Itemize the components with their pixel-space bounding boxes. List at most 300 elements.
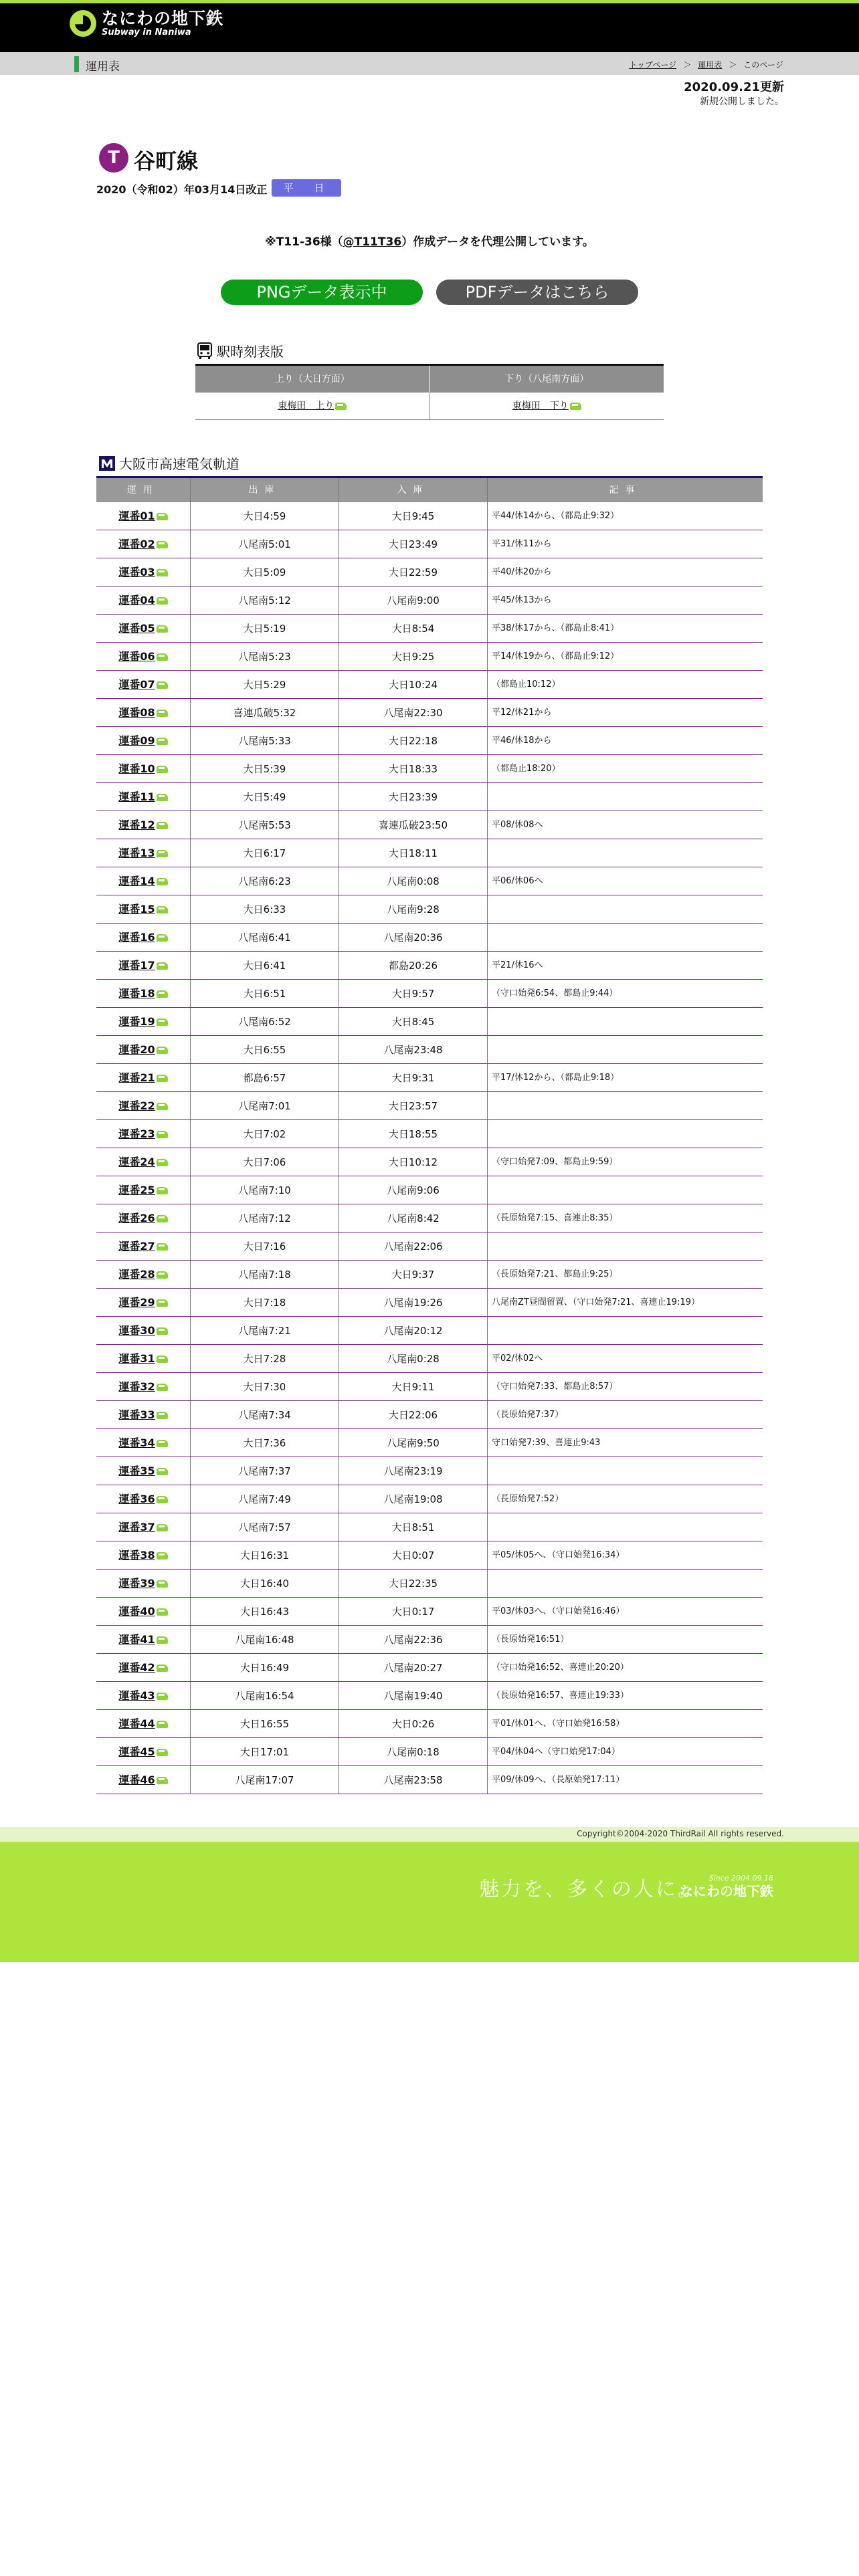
table-row <box>96 980 763 1008</box>
operation-id-link[interactable]: 運番03 <box>96 558 190 586</box>
train-icon <box>157 1412 168 1419</box>
table-row <box>96 558 763 586</box>
note-cell: 平44/休14から、（都島止9:32） <box>487 502 763 530</box>
operation-id-link[interactable]: 運番35 <box>96 1457 190 1485</box>
depart-cell: 八尾南5:01 <box>190 530 339 558</box>
arrive-cell: 大日10:12 <box>339 1148 487 1176</box>
train-icon <box>157 1777 168 1784</box>
train-icon <box>157 934 168 942</box>
table-row <box>96 1626 763 1654</box>
train-icon <box>157 1131 168 1138</box>
operation-id-link[interactable]: 運番37 <box>96 1513 190 1541</box>
depart-cell: 八尾南5:33 <box>190 727 339 754</box>
note-cell: 八尾南ZT昼間留置、（守口始発7:21、喜連止19:19） <box>487 1289 763 1316</box>
operation-id-link[interactable]: 運番45 <box>96 1738 190 1765</box>
table-row <box>96 895 763 924</box>
note-cell: （守口始発7:33、都島止8:57） <box>487 1373 763 1400</box>
arrive-cell: 都島20:26 <box>339 952 487 979</box>
table-row <box>96 699 763 727</box>
note-cell <box>487 895 763 923</box>
arrive-cell: 八尾南19:40 <box>339 1682 487 1709</box>
operation-id-link[interactable]: 運番06 <box>96 643 190 670</box>
train-icon <box>157 1327 168 1335</box>
arrive-cell: 大日0:07 <box>339 1541 487 1569</box>
train-icon <box>157 569 168 576</box>
site-logo[interactable] <box>70 9 223 37</box>
arrive-cell: 大日23:57 <box>339 1092 487 1119</box>
note-cell: 守口始発7:39、喜連止9:43 <box>487 1429 763 1457</box>
depart-cell: 八尾南7:49 <box>190 1485 339 1513</box>
arrive-cell: 大日22:06 <box>339 1401 487 1428</box>
train-icon <box>157 1636 168 1644</box>
arrive-cell: 八尾南0:08 <box>339 867 487 895</box>
note-cell: （都島止10:12） <box>487 671 763 698</box>
note-cell: （守口始発6:54、都島止9:44） <box>487 980 763 1007</box>
header-arrive: 入庫 <box>339 478 487 502</box>
arrive-cell: 八尾南22:06 <box>339 1232 487 1260</box>
depart-cell: 八尾南6:23 <box>190 867 339 895</box>
arrive-cell: 大日9:57 <box>339 980 487 1007</box>
train-icon <box>157 1693 168 1700</box>
operation-id-link[interactable]: 運番27 <box>96 1232 190 1260</box>
note-cell <box>487 1036 763 1063</box>
operation-id-link[interactable]: 運番33 <box>96 1401 190 1428</box>
depart-cell: 大日17:01 <box>190 1738 339 1765</box>
train-icon <box>157 541 168 548</box>
note-cell <box>487 1570 763 1597</box>
train-icon <box>157 1103 168 1110</box>
note-cell: （長原始発7:15、喜連止8:35） <box>487 1204 763 1232</box>
operation-id-link[interactable]: 運番15 <box>96 895 190 923</box>
depart-cell: 大日5:19 <box>190 615 339 642</box>
operation-id-link[interactable]: 運番29 <box>96 1289 190 1316</box>
depart-cell: 大日7:18 <box>190 1289 339 1316</box>
table-row <box>96 1401 763 1429</box>
table-row <box>96 1008 763 1036</box>
depart-cell: 八尾南5:12 <box>190 586 339 614</box>
arrive-cell: 八尾南22:30 <box>339 699 487 726</box>
train-icon <box>157 1075 168 1082</box>
metro-logo-icon <box>99 455 115 472</box>
arrive-cell: 八尾南23:48 <box>339 1036 487 1063</box>
operation-id-link[interactable]: 運番34 <box>96 1429 190 1457</box>
arrive-cell: 大日22:59 <box>339 558 487 586</box>
table-row <box>96 1232 763 1261</box>
operation-id-link[interactable]: 運番19 <box>96 1008 190 1035</box>
operations-heading: 大阪市高速電気軌道 <box>99 453 240 473</box>
train-icon <box>157 850 168 857</box>
train-icon <box>157 1608 168 1616</box>
logo-text-jp: なにわの地下鉄 <box>102 9 224 28</box>
station-timetable-row <box>195 393 664 420</box>
note-cell <box>487 1008 763 1035</box>
table-row <box>96 867 763 895</box>
train-icon <box>157 625 168 633</box>
operation-id-link[interactable]: 運番38 <box>96 1541 190 1569</box>
depart-cell: 大日4:59 <box>190 502 339 530</box>
table-row <box>96 1120 763 1148</box>
note-cell: 平09/休09へ、（長原始発17:11） <box>487 1766 763 1794</box>
note-cell <box>487 1317 763 1344</box>
depart-cell: 八尾南7:57 <box>190 1513 339 1541</box>
table-row <box>96 1345 763 1373</box>
note-cell <box>487 839 763 867</box>
footer-since: Since 2004.09.18 <box>708 1874 773 1883</box>
note-cell: （長原始発7:52） <box>487 1485 763 1513</box>
operation-id-link[interactable]: 運番10 <box>96 755 190 782</box>
operation-id-link[interactable]: 運番32 <box>96 1373 190 1400</box>
train-icon <box>157 906 168 914</box>
table-row <box>96 839 763 867</box>
depart-cell: 大日7:36 <box>190 1429 339 1457</box>
operation-id-link[interactable]: 運番21 <box>96 1064 190 1091</box>
arrive-cell: 大日9:31 <box>339 1064 487 1091</box>
depart-cell: 大日7:28 <box>190 1345 339 1372</box>
breadcrumb-current: このページ <box>743 60 783 70</box>
page-title: 運用表 <box>86 60 120 74</box>
depart-cell: 八尾南7:01 <box>190 1092 339 1119</box>
table-row <box>96 924 763 952</box>
table-row <box>96 1176 763 1204</box>
table-row <box>96 1766 763 1794</box>
train-icon <box>157 794 168 801</box>
note-cell: 平40/休20から <box>487 558 763 586</box>
note-cell: （長原始発16:57、喜連止19:33） <box>487 1682 763 1709</box>
depart-cell: 大日6:41 <box>190 952 339 979</box>
operation-id-link[interactable]: 運番05 <box>96 615 190 642</box>
table-row <box>96 1036 763 1064</box>
logo-text-en: Subway in Naniwa <box>102 27 191 37</box>
breadcrumb-top-link[interactable]: トップページ <box>629 60 677 70</box>
station-timetable-table <box>195 364 664 420</box>
train-icon <box>157 1524 168 1531</box>
operation-id-link[interactable]: 運番22 <box>96 1092 190 1119</box>
operation-id-link[interactable]: 運番04 <box>96 586 190 614</box>
arrive-cell: 大日10:24 <box>339 671 487 698</box>
table-row <box>96 1541 763 1570</box>
arrive-cell: 八尾南19:08 <box>339 1485 487 1513</box>
train-icon <box>157 1749 168 1756</box>
train-icon <box>157 1440 168 1447</box>
footer-logo: なにわの地下鉄 <box>680 1883 773 1899</box>
arrive-cell: 八尾南20:27 <box>339 1654 487 1681</box>
depart-cell: 八尾南5:23 <box>190 643 339 670</box>
operation-id-link[interactable]: 運番17 <box>96 952 190 979</box>
bus-icon <box>197 342 213 360</box>
depart-cell: 都島6:57 <box>190 1064 339 1091</box>
train-icon <box>157 653 168 661</box>
table-row <box>96 1710 763 1738</box>
train-icon <box>157 681 168 689</box>
arrive-cell: 八尾南23:19 <box>339 1457 487 1485</box>
operation-id-link[interactable]: 運番09 <box>96 727 190 754</box>
depart-cell: 大日5:39 <box>190 755 339 782</box>
arrive-cell: 八尾南9:00 <box>339 586 487 614</box>
operation-id-link[interactable]: 運番28 <box>96 1261 190 1288</box>
operation-id-link[interactable]: 運番12 <box>96 811 190 839</box>
depart-cell: 大日16:49 <box>190 1654 339 1681</box>
operation-id-link[interactable]: 運番23 <box>96 1120 190 1148</box>
operation-id-link[interactable]: 運番25 <box>96 1176 190 1204</box>
table-row <box>96 1598 763 1626</box>
author-link[interactable]: @T11T36 <box>343 235 402 249</box>
operation-id-link[interactable]: 運番30 <box>96 1317 190 1344</box>
update-note: 新規公開しました。 <box>700 96 784 107</box>
note-cell <box>487 924 763 951</box>
depart-cell: 八尾南7:21 <box>190 1317 339 1344</box>
table-row <box>96 615 763 643</box>
note-cell: 平08/休08へ <box>487 811 763 839</box>
note-cell: 平12/休21から <box>487 699 763 726</box>
depart-cell: 八尾南7:34 <box>190 1401 339 1428</box>
update-date: 2020.09.21更新 <box>684 80 784 94</box>
note-cell: 平31/休11から <box>487 530 763 558</box>
train-icon <box>157 513 168 520</box>
train-icon <box>157 878 168 885</box>
table-row <box>96 1317 763 1345</box>
train-icon <box>157 1356 168 1363</box>
arrive-cell: 大日8:45 <box>339 1008 487 1035</box>
note-cell <box>487 1457 763 1485</box>
note-cell: 平01/休01へ、（守口始発16:58） <box>487 1710 763 1737</box>
depart-cell: 八尾南7:12 <box>190 1204 339 1232</box>
table-row <box>96 1289 763 1317</box>
table-row <box>96 1485 763 1513</box>
arrive-cell: 八尾南9:06 <box>339 1176 487 1204</box>
arrive-cell: 八尾南20:12 <box>339 1317 487 1344</box>
train-icon <box>157 1159 168 1166</box>
arrive-cell: 大日18:33 <box>339 755 487 782</box>
arrive-cell: 八尾南8:42 <box>339 1204 487 1232</box>
depart-cell: 八尾南7:18 <box>190 1261 339 1288</box>
note-cell <box>487 783 763 811</box>
arrive-cell: 大日9:25 <box>339 643 487 670</box>
note-cell: （守口始発7:09、都島止9:59） <box>487 1148 763 1176</box>
depart-cell: 大日6:33 <box>190 895 339 923</box>
table-row <box>96 952 763 980</box>
train-icon <box>335 403 347 410</box>
depart-cell: 大日16:55 <box>190 1710 339 1737</box>
arrive-cell: 大日23:49 <box>339 530 487 558</box>
arrive-cell: 大日9:37 <box>339 1261 487 1288</box>
depart-cell: 大日16:40 <box>190 1570 339 1597</box>
depart-cell: 八尾南5:53 <box>190 811 339 839</box>
operation-id-link[interactable]: 運番42 <box>96 1654 190 1681</box>
breadcrumb-separator: ＞ <box>683 60 692 70</box>
train-icon <box>157 738 168 745</box>
breadcrumb-accent <box>74 56 79 72</box>
train-icon <box>157 1271 168 1279</box>
header-operation: 運用 <box>127 485 159 496</box>
table-row <box>96 643 763 671</box>
breadcrumb-operation-link[interactable]: 運用表 <box>698 60 723 70</box>
note-cell: 平02/休02へ <box>487 1345 763 1372</box>
table-row <box>96 1682 763 1710</box>
header-depart: 出庫 <box>190 478 339 502</box>
depart-cell: 八尾南7:10 <box>190 1176 339 1204</box>
note-cell: 平46/休18から <box>487 727 763 754</box>
note-cell: （長原始発16:51） <box>487 1626 763 1653</box>
operation-id-link[interactable]: 運番13 <box>96 839 190 867</box>
note-cell: 平14/休19から、（都島止9:12） <box>487 643 763 670</box>
note-cell: 平17/休12から、（都島止9:18） <box>487 1064 763 1091</box>
operation-id-link[interactable]: 運番36 <box>96 1485 190 1513</box>
train-icon <box>157 990 168 998</box>
depart-cell: 八尾南6:52 <box>190 1008 339 1035</box>
table-row <box>96 586 763 615</box>
header-note: 記事 <box>487 478 763 502</box>
operation-id-link[interactable]: 運番08 <box>96 699 190 726</box>
train-icon <box>157 1384 168 1391</box>
operation-id-link[interactable]: 運番18 <box>96 980 190 1007</box>
header-down: 下り（八尾南方面） <box>430 366 664 393</box>
arrive-cell: 八尾南9:28 <box>339 895 487 923</box>
arrive-cell: 喜連瓜破23:50 <box>339 811 487 839</box>
arrive-cell: 大日18:55 <box>339 1120 487 1148</box>
table-row <box>96 1429 763 1457</box>
arrive-cell: 八尾南19:26 <box>339 1289 487 1316</box>
arrive-cell: 八尾南0:28 <box>339 1345 487 1372</box>
operation-id-link[interactable]: 運番40 <box>96 1598 190 1625</box>
operation-id-link[interactable]: 運番01 <box>96 502 190 530</box>
train-icon <box>157 766 168 773</box>
depart-cell: 八尾南7:37 <box>190 1457 339 1485</box>
note-cell: （都島止18:20） <box>487 755 763 782</box>
arrive-cell: 八尾南20:36 <box>339 924 487 951</box>
operation-id-link[interactable]: 運番39 <box>96 1570 190 1597</box>
depart-cell: 大日16:31 <box>190 1541 339 1569</box>
table-row <box>96 1457 763 1485</box>
table-row <box>96 1092 763 1120</box>
arrive-cell: 八尾南23:58 <box>339 1766 487 1794</box>
operation-id-link[interactable]: 運番20 <box>96 1036 190 1063</box>
note-cell <box>487 1120 763 1148</box>
depart-cell: 八尾南6:41 <box>190 924 339 951</box>
depart-cell: 大日6:17 <box>190 839 339 867</box>
depart-cell: 大日7:16 <box>190 1232 339 1260</box>
train-icon <box>157 1047 168 1054</box>
header-up: 上り（大日方面） <box>274 374 350 385</box>
note-cell: 平04/休04へ（守口始発17:04） <box>487 1738 763 1765</box>
depart-cell: 大日5:09 <box>190 558 339 586</box>
table-row <box>96 1148 763 1176</box>
logo-icon <box>70 10 96 37</box>
arrive-cell: 大日9:11 <box>339 1373 487 1400</box>
depart-cell: 大日7:30 <box>190 1373 339 1400</box>
train-icon <box>570 403 581 410</box>
table-row <box>96 1261 763 1289</box>
timetable-link-down[interactable]: 東梅田 下り <box>430 393 664 419</box>
pdf-data-button[interactable]: PDFデータはこちら <box>436 280 638 305</box>
operation-id-link[interactable]: 運番16 <box>96 924 190 951</box>
train-icon <box>157 1215 168 1222</box>
operation-id-link[interactable]: 運番14 <box>96 867 190 895</box>
operation-id-link[interactable]: 運番07 <box>96 671 190 698</box>
operation-id-link[interactable]: 運番26 <box>96 1204 190 1232</box>
table-row <box>96 1064 763 1092</box>
operation-id-link[interactable]: 運番24 <box>96 1148 190 1176</box>
note-cell <box>487 1232 763 1260</box>
arrive-cell: 大日23:39 <box>339 783 487 811</box>
operation-id-link[interactable]: 運番31 <box>96 1345 190 1372</box>
arrive-cell: 八尾南22:36 <box>339 1626 487 1653</box>
breadcrumb <box>629 59 783 70</box>
operations-table <box>96 476 763 1794</box>
line-symbol-badge: T <box>99 143 128 173</box>
timetable-link-up[interactable]: 東梅田 上り <box>195 393 430 419</box>
table-row <box>96 1570 763 1598</box>
note-cell: 平45/休13から <box>487 586 763 614</box>
note-cell: 平21/休16へ <box>487 952 763 979</box>
operation-id-link[interactable]: 運番02 <box>96 530 190 558</box>
arrive-cell: 大日8:54 <box>339 615 487 642</box>
revision-date: 2020（令和02）年03月14日改正 <box>96 183 268 196</box>
png-data-button[interactable]: PNGデータ表示中 <box>221 280 423 305</box>
train-icon <box>157 962 168 970</box>
table-row <box>96 671 763 699</box>
operation-id-link[interactable]: 運番46 <box>96 1766 190 1794</box>
depart-cell: 大日6:55 <box>190 1036 339 1063</box>
arrive-cell: 大日0:17 <box>339 1598 487 1625</box>
operation-id-link[interactable]: 運番44 <box>96 1710 190 1737</box>
line-name: 谷町線 <box>134 148 199 174</box>
depart-cell: 大日5:29 <box>190 671 339 698</box>
note-cell: （長原始発7:21、都島止9:25） <box>487 1261 763 1288</box>
note-cell: （長原始発7:37） <box>487 1401 763 1428</box>
operations-header-row <box>96 478 763 502</box>
day-type-badge: 平 日 <box>272 179 341 197</box>
site-footer <box>0 1842 859 1962</box>
arrive-cell: 大日22:18 <box>339 727 487 754</box>
table-row <box>96 502 763 530</box>
train-icon <box>157 1299 168 1307</box>
copyright-text: Copyright©2004-2020 ThirdRail All rights reserved. <box>577 1829 784 1838</box>
table-row <box>96 1738 763 1766</box>
note-cell: 平05/休05へ、（守口始発16:34） <box>487 1541 763 1569</box>
table-row <box>96 755 763 783</box>
arrive-cell: 大日18:11 <box>339 839 487 867</box>
depart-cell: 大日7:06 <box>190 1148 339 1176</box>
breadcrumb-separator: ＞ <box>729 60 737 70</box>
train-icon <box>157 1468 168 1475</box>
operation-id-link[interactable]: 運番43 <box>96 1682 190 1709</box>
train-icon <box>157 1580 168 1588</box>
arrive-cell: 八尾南0:18 <box>339 1738 487 1765</box>
arrive-cell: 大日8:51 <box>339 1513 487 1541</box>
note-cell: （守口始発16:52、喜連止20:20） <box>487 1654 763 1681</box>
table-row <box>96 1513 763 1541</box>
train-icon <box>157 710 168 717</box>
operation-id-link[interactable]: 運番11 <box>96 783 190 811</box>
note-cell: 平06/休06へ <box>487 867 763 895</box>
table-row <box>96 1373 763 1401</box>
train-icon <box>157 1721 168 1728</box>
table-row <box>96 811 763 839</box>
proxy-notice: ※T11-36様（@T11T36）作成データを代理公開しています。 <box>265 235 594 249</box>
depart-cell: 大日5:49 <box>190 783 339 811</box>
depart-cell: 大日6:51 <box>190 980 339 1007</box>
depart-cell: 八尾南17:07 <box>190 1766 339 1794</box>
train-icon <box>157 1665 168 1672</box>
arrive-cell: 大日22:35 <box>339 1570 487 1597</box>
train-icon <box>157 1018 168 1026</box>
train-icon <box>157 1496 168 1503</box>
operation-id-link[interactable]: 運番41 <box>96 1626 190 1653</box>
train-icon <box>157 597 168 605</box>
arrive-cell: 大日9:45 <box>339 502 487 530</box>
table-row <box>96 1654 763 1682</box>
note-cell <box>487 1092 763 1119</box>
